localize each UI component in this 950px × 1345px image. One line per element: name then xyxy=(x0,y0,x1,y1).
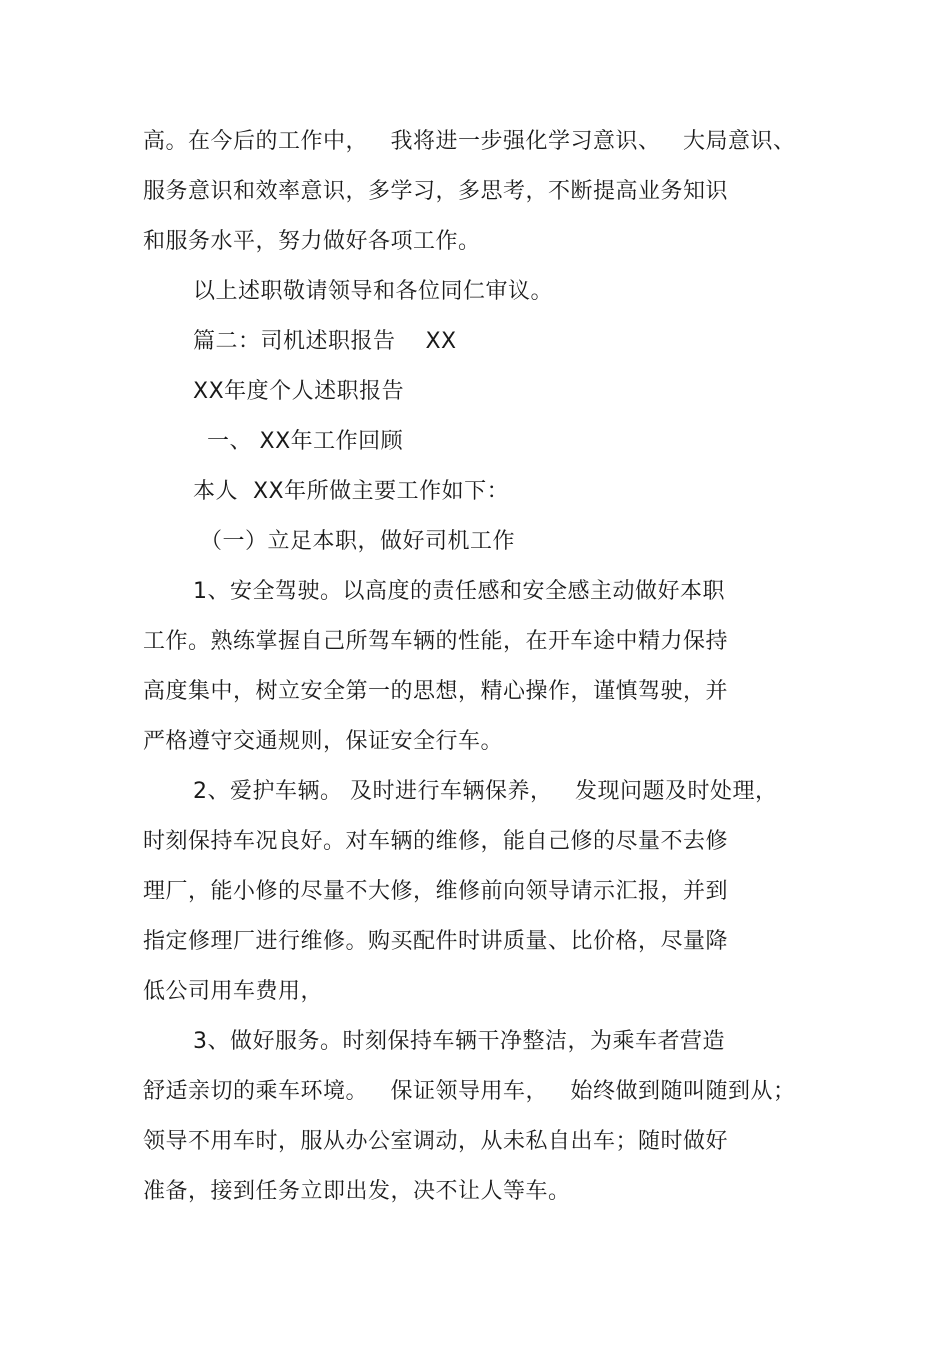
text-line: 严格遵守交通规则，保证安全行车。 xyxy=(143,729,504,754)
subsection-heading: （一）立足本职，做好司机工作 xyxy=(200,529,516,554)
text-line: 指定修理厂进行维修。购买配件时讲质量、比价格，尽量降 xyxy=(143,929,729,954)
text-line: 1、安全驾驶。以高度的责任感和安全感主动做好本职 xyxy=(193,579,725,604)
text-line: 本人 XX年所做主要工作如下： xyxy=(193,479,510,504)
text-line: XX年度个人述职报告 xyxy=(193,379,405,404)
text-line: 工作。熟练掌握自己所驾车辆的性能，在开车途中精力保持 xyxy=(143,629,729,654)
text-line: 时刻保持车况良好。对车辆的维修，能自己修的尽量不去修 xyxy=(143,829,729,854)
text-line: 理厂，能小修的尽量不大修，维修前向领导请示汇报，并到 xyxy=(143,879,729,904)
text-line: 3、做好服务。时刻保持车辆干净整洁，为乘车者营造 xyxy=(193,1029,725,1054)
text-line: 高度集中，树立安全第一的思想，精心操作，谨慎驾驶，并 xyxy=(143,679,729,704)
text-line: 准备，接到任务立即出发，决不让人等车。 xyxy=(143,1179,571,1204)
text-line: 低公司用车费用， xyxy=(143,979,324,1004)
text-line: 高。在今后的工作中， 我将进一步强化学习意识、 大局意识、 xyxy=(143,129,796,154)
text-line: 以上述职敬请领导和各位同仁审议。 xyxy=(193,279,554,304)
text-line: 舒适亲切的乘车环境。 保证领导用车， 始终做到随叫随到从； xyxy=(143,1079,796,1104)
text-line: 和服务水平，努力做好各项工作。 xyxy=(143,229,481,254)
section-heading: 一、 XX年工作回顾 xyxy=(207,429,404,454)
text-line: 领导不用车时，服从办公室调动，从未私自出车；随时做好 xyxy=(143,1129,729,1154)
text-line: 服务意识和效率意识，多学习，多思考，不断提高业务知识 xyxy=(143,179,729,204)
text-line: 篇二：司机述职报告 XX xyxy=(193,329,457,354)
text-line: 2、爱护车辆。 及时进行车辆保养， 发现问题及时处理， xyxy=(193,779,778,804)
